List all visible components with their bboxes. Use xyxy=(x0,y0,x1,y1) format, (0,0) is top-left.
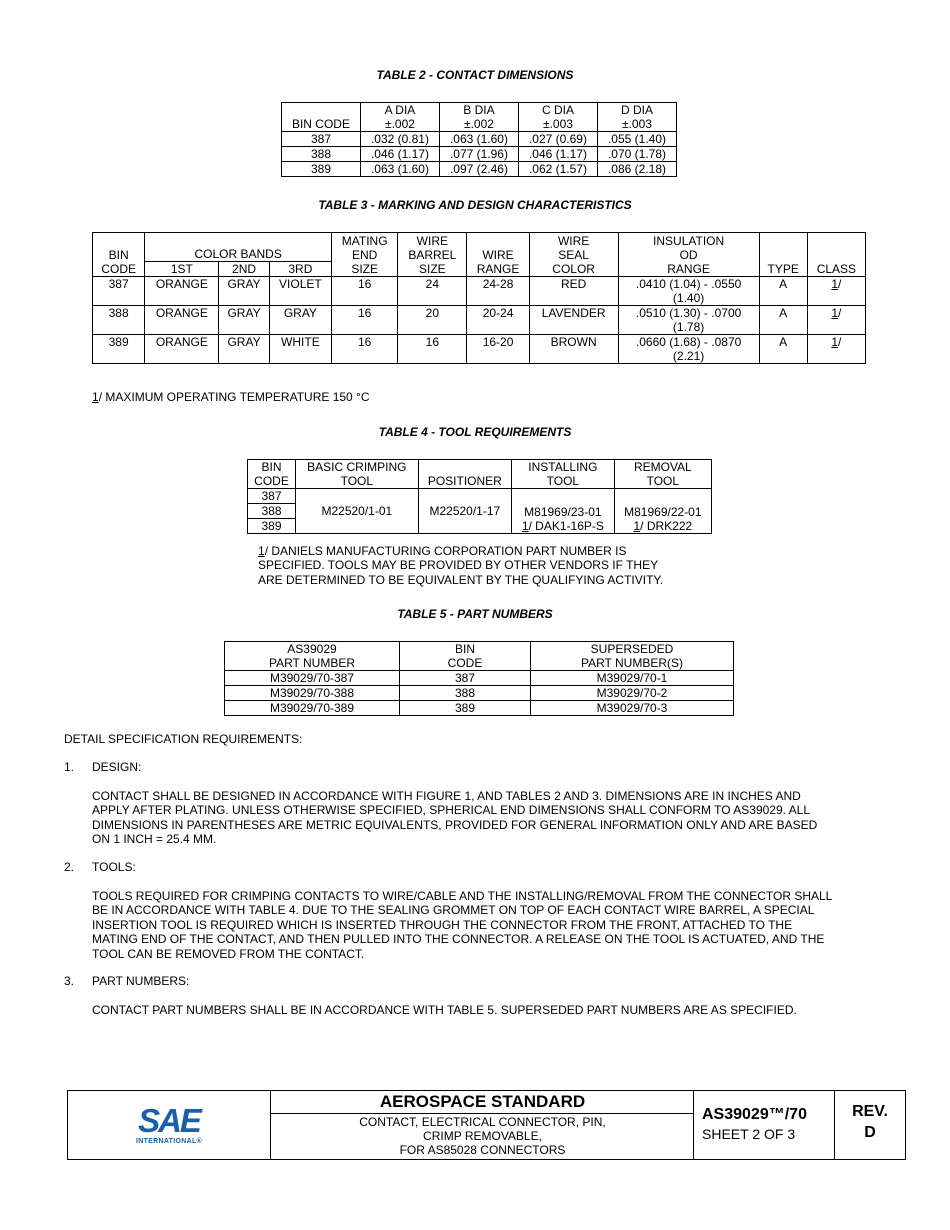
item-title-part-numbers: PART NUMBERS: xyxy=(92,974,190,988)
table2-title: TABLE 2 - CONTACT DIMENSIONS xyxy=(376,68,574,82)
table4-header-installing: INSTALLING TOOL xyxy=(512,460,615,489)
table-cell: A xyxy=(759,335,807,364)
part-numbers-paragraph: CONTACT PART NUMBERS SHALL BE IN ACCORDANCE WITH TABLE 5. SUPERSEDED PART NUMBERS ARE AS SPECIFIED. xyxy=(92,1003,797,1017)
table-cell: 388 xyxy=(400,686,531,701)
table5-header-superseded: SUPERSEDED PART NUMBER(S) xyxy=(531,642,734,671)
table-cell: A xyxy=(759,306,807,335)
table-cell: .0510 (1.30) - .0700 (1.78) xyxy=(618,306,759,335)
title-block xyxy=(67,1090,906,1160)
table3-header-color-bands: COLOR BANDS xyxy=(145,233,332,262)
table-cell: 388 xyxy=(282,147,361,162)
sae-logo xyxy=(68,1091,270,1159)
table-cell: 16 xyxy=(332,277,398,306)
table3-header-type: TYPE xyxy=(759,233,807,277)
doc-number: AS39029™/70 xyxy=(702,1106,807,1123)
table-cell: 1/ xyxy=(807,277,865,306)
table-cell: M39029/70-3 xyxy=(531,701,734,716)
table3-header-range: WIRE RANGE xyxy=(467,233,529,277)
rev-value: D xyxy=(864,1124,876,1141)
table-cell: M39029/70-1 xyxy=(531,671,734,686)
table-cell: 20 xyxy=(398,306,467,335)
table5-header-part: AS39029 PART NUMBER xyxy=(225,642,400,671)
table-cell: 24 xyxy=(398,277,467,306)
table3-header-insulation: INSULATION OD RANGE xyxy=(618,233,759,277)
table-cell: .046 (1.17) xyxy=(518,147,597,162)
table-cell: .086 (2.18) xyxy=(597,162,676,177)
table-cell: 387 xyxy=(248,489,296,504)
table-cell: M22520/1-17 xyxy=(418,489,511,534)
doc-number-cell xyxy=(693,1091,834,1159)
table2-header-a: A DIA ±.002 xyxy=(360,103,439,132)
table-cell: .097 (2.46) xyxy=(439,162,518,177)
sae-logo-text: SAE xyxy=(138,1102,200,1139)
standard-title: AEROSPACE STANDARD xyxy=(271,1091,694,1114)
table-cell: 1/ xyxy=(807,306,865,335)
table-cell: 16 xyxy=(332,335,398,364)
table-cell: 16-20 xyxy=(467,335,529,364)
table-row xyxy=(93,335,866,364)
title-cell xyxy=(270,1091,694,1159)
table3-header-class: CLASS xyxy=(807,233,865,277)
table4-header-crimp: BASIC CRIMPING TOOL xyxy=(296,460,419,489)
table-row xyxy=(282,147,677,162)
table-cell: 16 xyxy=(332,306,398,335)
table-cell: 389 xyxy=(248,519,296,534)
revision-cell xyxy=(834,1091,905,1159)
item-number: 1. xyxy=(64,760,75,774)
table-cell: .063 (1.60) xyxy=(439,132,518,147)
table-cell: .062 (1.57) xyxy=(518,162,597,177)
sheet-number: SHEET 2 OF 3 xyxy=(702,1126,796,1142)
item-number: 3. xyxy=(64,974,75,988)
table3-header-band1: 1ST xyxy=(145,262,219,277)
table-cell: ORANGE xyxy=(145,306,219,335)
table-row xyxy=(282,132,677,147)
table-cell: A xyxy=(759,277,807,306)
table-cell: 1/ xyxy=(807,335,865,364)
item-title-design: DESIGN: xyxy=(92,760,142,774)
table-cell: .077 (1.96) xyxy=(439,147,518,162)
design-paragraph: CONTACT SHALL BE DESIGNED IN ACCORDANCE WITH FIGURE 1, AND TABLES 2 AND 3. DIMENSIONS ARE IN INCHES AND APPLY AFTER PLATING. UNLESS OTHERWISE SPECIFIED, SPHERICAL END DIMENSIONS SHALL CONFORM TO AS39029. ALL DIMENSIONS IN PARENTHESES ARE METRIC EQUIVALENTS, PROVIDED FOR GENERAL INFORMATION ONLY AND ARE BASED ON 1 INCH = 25.4 MM. xyxy=(92,789,818,847)
table2-header-c: C DIA ±.003 xyxy=(518,103,597,132)
table-cell: 20-24 xyxy=(467,306,529,335)
table-row xyxy=(225,671,734,686)
table-cell: .063 (1.60) xyxy=(360,162,439,177)
tools-paragraph: TOOLS REQUIRED FOR CRIMPING CONTACTS TO WIRE/CABLE AND THE INSTALLING/REMOVAL FROM THE CONNECTOR SHALL BE IN ACCORDANCE WITH TABLE 4. DUE TO THE SEALING GROMMET ON TOP OF EACH CONTACT WIRE BARREL, A SPECIAL INSERTION TOOL IS REQUIRED WHICH IS INSERTED THROUGH THE CONNECTOR FROM THE FRONT, ATTACHED TO THE MATING END OF THE CONTACT, AND THEN PULLED INTO THE CONNECTOR. A RELEASE ON THE TOOL IS ACTUATED, AND THE TOOL CAN BE REMOVED FROM THE CONTACT. xyxy=(92,889,833,961)
table-cell: M39029/70-387 xyxy=(225,671,400,686)
table5-title: TABLE 5 - PART NUMBERS xyxy=(397,607,553,621)
table-row xyxy=(93,306,866,335)
table-cell: GRAY xyxy=(219,277,269,306)
table4-header-positioner: POSITIONER xyxy=(418,460,511,489)
table2 xyxy=(281,102,677,177)
table-cell: M22520/1-01 xyxy=(296,489,419,534)
table-cell: 24-28 xyxy=(467,277,529,306)
table-cell: 388 xyxy=(93,306,145,335)
table3-header-barrel: WIRE BARREL SIZE xyxy=(398,233,467,277)
table-row xyxy=(93,277,866,306)
table-cell: .0660 (1.68) - .0870 (2.21) xyxy=(618,335,759,364)
item-title-tools: TOOLS: xyxy=(92,860,136,874)
table-cell: 389 xyxy=(93,335,145,364)
table-row xyxy=(225,701,734,716)
table-cell: LAVENDER xyxy=(529,306,618,335)
table-cell: 16 xyxy=(398,335,467,364)
table2-header-bin: BIN CODE xyxy=(282,103,361,132)
table-cell: WHITE xyxy=(269,335,331,364)
table-cell: .070 (1.78) xyxy=(597,147,676,162)
table-cell: 387 xyxy=(93,277,145,306)
table-row xyxy=(225,686,734,701)
document-description: CONTACT, ELECTRICAL CONNECTOR, PIN, CRIMP REMOVABLE, FOR AS85028 CONNECTORS xyxy=(359,1115,606,1157)
table3-header-band2: 2ND xyxy=(219,262,269,277)
table-cell: .032 (0.81) xyxy=(360,132,439,147)
table2-header-d: D DIA ±.003 xyxy=(597,103,676,132)
table-cell: 387 xyxy=(282,132,361,147)
table-cell: 389 xyxy=(282,162,361,177)
table3-header-bin: BIN CODE xyxy=(93,233,145,277)
table-cell: 387 xyxy=(400,671,531,686)
sae-logo-subtext: INTERNATIONAL® xyxy=(135,1138,203,1145)
table4-header-bin: BIN CODE xyxy=(248,460,296,489)
table-cell: M81969/23-01 1/ DAK1-16P-S xyxy=(512,489,615,534)
table-cell: .055 (1.40) xyxy=(597,132,676,147)
table-cell: M39029/70-388 xyxy=(225,686,400,701)
table4 xyxy=(247,459,712,534)
table-cell: GRAY xyxy=(219,306,269,335)
table-cell: ORANGE xyxy=(145,335,219,364)
table-cell: .027 (0.69) xyxy=(518,132,597,147)
table-cell: .0410 (1.04) - .0550 (1.40) xyxy=(618,277,759,306)
table3-header-mating: MATING END SIZE xyxy=(332,233,398,277)
table-row xyxy=(248,489,712,504)
table3-header-seal: WIRE SEAL COLOR xyxy=(529,233,618,277)
table-cell: .046 (1.17) xyxy=(360,147,439,162)
table-cell: ORANGE xyxy=(145,277,219,306)
rev-label: REV. xyxy=(852,1103,888,1120)
table-cell: M81969/22-01 1/ DRK222 xyxy=(614,489,711,534)
table3 xyxy=(92,232,866,364)
sae-logo-mark xyxy=(68,1091,270,1159)
table4-footnote: 1/ DANIELS MANUFACTURING CORPORATION PART NUMBER IS SPECIFIED. TOOLS MAY BE PROVIDED BY OTHER VENDORS IF THEY ARE DETERMINED TO BE EQUIVALENT BY THE QUALIFYING ACTIVITY. xyxy=(258,544,664,587)
table-cell: VIOLET xyxy=(269,277,331,306)
requirements-heading: DETAIL SPECIFICATION REQUIREMENTS: xyxy=(64,732,303,746)
table3-header-band3: 3RD xyxy=(269,262,331,277)
table3-title: TABLE 3 - MARKING AND DESIGN CHARACTERISTICS xyxy=(318,198,632,212)
table4-title: TABLE 4 - TOOL REQUIREMENTS xyxy=(378,425,572,439)
table-row xyxy=(282,162,677,177)
table-cell: M39029/70-2 xyxy=(531,686,734,701)
table-cell: BROWN xyxy=(529,335,618,364)
table-cell: M39029/70-389 xyxy=(225,701,400,716)
table-cell: RED xyxy=(529,277,618,306)
table3-footnote: 1/ MAXIMUM OPERATING TEMPERATURE 150 °C xyxy=(92,390,370,404)
table4-header-removal: REMOVAL TOOL xyxy=(614,460,711,489)
table5 xyxy=(224,641,734,716)
table-cell: GRAY xyxy=(219,335,269,364)
table-cell: GRAY xyxy=(269,306,331,335)
item-number: 2. xyxy=(64,860,75,874)
table5-header-bin: BIN CODE xyxy=(400,642,531,671)
table-cell: 388 xyxy=(248,504,296,519)
table-cell: 389 xyxy=(400,701,531,716)
table2-header-b: B DIA ±.002 xyxy=(439,103,518,132)
